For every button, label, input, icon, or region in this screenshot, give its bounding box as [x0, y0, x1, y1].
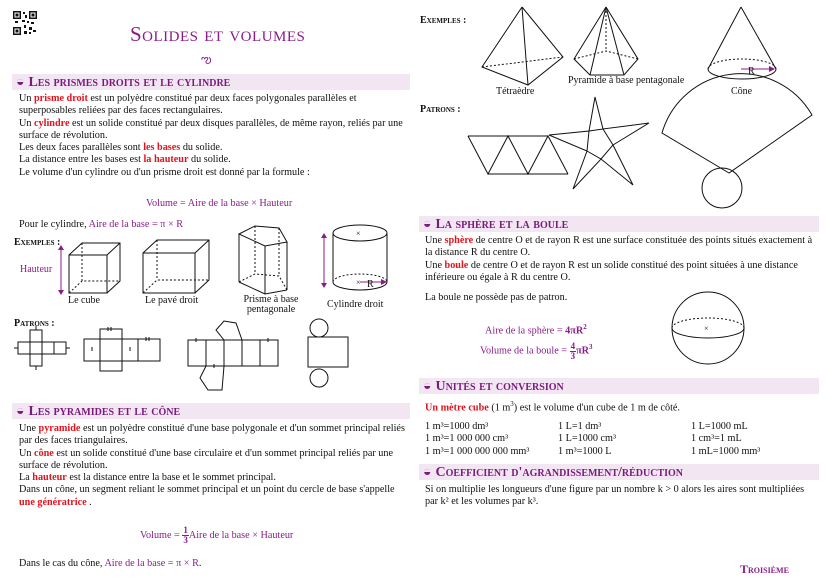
cylinder-base-formula: Pour le cylindre, Aire de la base = π × R	[19, 219, 184, 230]
patrons-label-left: Patrons :	[14, 318, 55, 329]
section-header-sphere: ◒ La sphère et la boule	[419, 216, 819, 232]
caption-cylinder: Cylindre droit	[327, 299, 384, 310]
tetrahedron-figure	[478, 5, 568, 90]
caption-cone: Cône	[731, 86, 753, 97]
svg-text:×: ×	[356, 229, 361, 238]
pentagonal-prism-figure	[235, 222, 305, 297]
cone-net	[652, 93, 817, 213]
qr-code	[12, 10, 38, 36]
section-header-prisms: ◒ Les prismes droits et le cylindre	[12, 74, 410, 90]
cylinder-r-label: R	[367, 279, 374, 290]
cone-r-label: R	[748, 66, 755, 77]
units-definition: Un mètre cube (1 $m^3$) est le volume d'un cube de 1 m de côté.	[425, 400, 680, 414]
section-header-units: ◒ Unités et conversion	[419, 378, 819, 394]
pyramid-net	[545, 93, 655, 198]
units-table: 1 m³=1000 dm³ 1 L=1 dm³ 1 L=1000 mL 1 m³=1 000 000 cm³ 1 L=1000 cm³ 1 cm³=1 mL 1 m³=1 000 000 000 mm³ 1 m³=1000 L 1 mL=1000 mm³	[425, 421, 761, 457]
level-label: Troisième	[740, 562, 789, 576]
examples-label-left: Exemples :	[14, 237, 61, 248]
sphere-figure	[658, 290, 778, 370]
pentagonal-prism-net	[178, 318, 288, 398]
section-header-coefficient: ◒ Coefficient d'agrandissement/réduction	[419, 464, 819, 480]
cuboid-net	[80, 325, 175, 385]
prisms-text: Un prisme droit est un polyèdre constitué par deux faces polygonales parallèles et superposables reliées par des faces rectangulaires. Un cylindre est un solide constitué par deux disques parallèles, de même rayon, reliés par une surface de révolution. Les deux faces parallèles sont les bases du solide. La distance entre les bases est la hauteur du solide. Le volume d'un cylindre ou d'un prisme droit est donné par la formule :	[19, 93, 403, 178]
caption-cube: Le cube	[68, 295, 100, 306]
caption-tetrahedron: Tétraèdre	[496, 86, 535, 97]
ornament-icon: ఌ	[201, 52, 212, 66]
eye-bullet-icon: ◒	[423, 217, 432, 232]
pentagonal-pyramid-figure	[568, 5, 648, 85]
caption-pentagonal-prism: Prisme à base pentagonale	[243, 294, 299, 315]
sphere-text: Une sphère de centre O et de rayon R est une surface constituée des points situés exactement à la distance R du centre O. Une boule de centre O et de rayon R est un solide constitué des point situées à une distance inférieure ou égale à R du centre O. La boule ne possède pas de patron.	[425, 235, 813, 304]
pyramids-text: Une pyramide est un polyèdre constitué d'une base polygonale et d'un sommet principal reliés par des faces triangulaires. Un cône est un solide constitué d'une base circulaire et d'un sommet principal reliés par une surface de révolution. La hauteur est la distance entre la base et le sommet principal. Dans un cône, un segment reliant le sommet principal et un point du cercle de base s'appelle une génératrice .	[19, 423, 405, 508]
sphere-area-formula: Aire de la sphère = $4\pi R^2$	[485, 323, 587, 337]
page-title: Solides et volumes	[130, 22, 306, 46]
patrons-label-right: Patrons :	[420, 104, 461, 115]
prism-volume-formula: Volume = Aire de la base × Hauteur	[146, 198, 293, 209]
pyramid-volume-formula: Volume = $\frac{1}{3}$ Aire de la base × Hauteur	[140, 525, 294, 545]
cone-figure	[704, 5, 784, 85]
cube-net	[12, 325, 72, 385]
eye-bullet-icon: ◒	[16, 75, 25, 90]
ball-volume-formula: Volume de la boule = $\frac{4}{3}$ $\pi R^3$	[480, 340, 593, 361]
examples-label-right: Exemples :	[420, 15, 467, 26]
cylinder-net	[303, 318, 353, 398]
caption-pentagonal-pyramid: Pyramide à base pentagonale	[568, 75, 685, 86]
coefficient-text: Si on multiplie les longueurs d'une figure par un nombre k > 0 alors les aires sont multipliées par k² et les volumes par k³.	[425, 484, 805, 508]
eye-bullet-icon: ◒	[423, 465, 432, 480]
svg-text:×: ×	[356, 278, 361, 287]
caption-cuboid: Le pavé droit	[145, 295, 199, 306]
hauteur-label: Hauteur	[20, 264, 53, 275]
section-header-pyramids: ◒ Les pyramides et le cône	[12, 403, 410, 419]
cone-base-formula: Dans le cas du cône, Aire de la base = π × R.	[19, 558, 202, 569]
eye-bullet-icon: ◒	[423, 379, 432, 394]
eye-bullet-icon: ◒	[16, 404, 25, 419]
svg-text:×: ×	[704, 324, 709, 333]
